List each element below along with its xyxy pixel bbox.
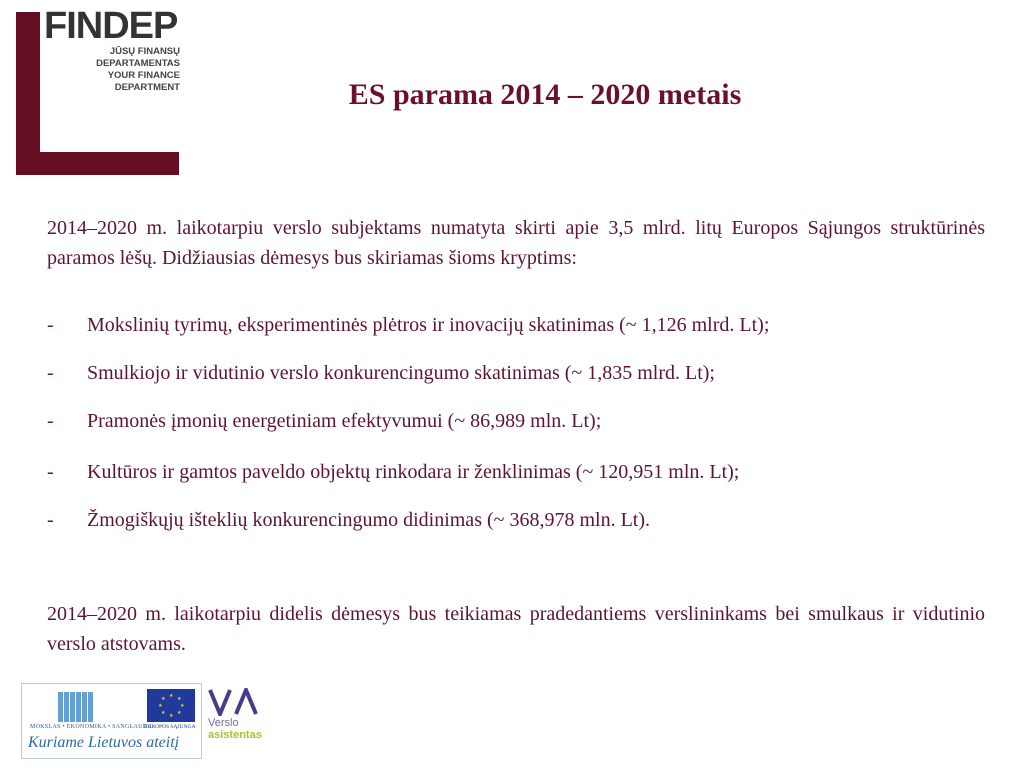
- verslo-asistentas-logo-icon: [208, 688, 258, 716]
- closing-paragraph: 2014–2020 m. laikotarpiu didelis dėmesys bus teikiamas pradedantiems verslininkams bei smulkaus ir vidutinio verslo atstovams.: [47, 603, 985, 655]
- bullet-text: Mokslinių tyrimų, eksperimentinės plėtros ir inovacijų skatinimas (~ 1,126 mlrd. Lt);: [87, 314, 770, 336]
- bullet-text: Žmogiškųjų išteklių konkurencingumo didinimas (~ 368,978 mln. Lt).: [87, 509, 650, 531]
- bullet-dash: -: [47, 314, 54, 336]
- eu-label: EUROPOS SĄJUNGA: [144, 724, 196, 730]
- bullet-text: Smulkiojo ir vidutinio verslo konkurencingumo skatinimas (~ 1,835 mlrd. Lt);: [87, 362, 715, 384]
- bullet-dash: -: [47, 410, 54, 432]
- tagline-line: DEPARTMENT: [114, 82, 180, 93]
- tagline-line: JŪSŲ FINANSŲ: [109, 46, 180, 57]
- list-item: [47, 457, 739, 487]
- intro-paragraph: 2014–2020 m. laikotarpiu verslo subjektams numatyta skirti apie 3,5 mlrd. litų Europos Sąjungos struktūrinės paramos lėšų. Didžiausias dėmesys bus skiriamas šioms kryptims:: [47, 217, 985, 269]
- lithuania-map-icon: [58, 692, 94, 722]
- eu-funding-logo: [21, 683, 202, 759]
- tagline-line: DEPARTAMENTAS: [96, 58, 180, 69]
- bullet-text: Pramonės įmonių energetiniam efektyvumui (~ 86,989 mln. Lt);: [87, 410, 602, 432]
- list-item: [47, 505, 650, 535]
- asistentas-label: asistentas: [208, 729, 262, 741]
- list-item: [47, 406, 601, 436]
- bullet-dash: -: [47, 461, 54, 483]
- tagline-line: YOUR FINANCE: [107, 70, 180, 81]
- bullet-dash: -: [47, 362, 54, 384]
- verslo-label: Verslo: [208, 717, 239, 729]
- mes-label: MOKSLAS • EKONOMIKA • SANGLAUDA: [30, 724, 153, 730]
- eu-flag-icon: ★ ★ ★ ★ ★ ★ ★ ★: [147, 689, 195, 722]
- bullet-text: Kultūros ir gamtos paveldo objektų rinkodara ir ženklinimas (~ 120,951 mln. Lt);: [87, 461, 740, 483]
- logo-wordmark: FINDEP: [44, 5, 178, 47]
- page-title: ES parama 2014 – 2020 metais: [348, 78, 742, 111]
- bullet-dash: -: [47, 509, 54, 531]
- list-item: [47, 358, 715, 388]
- logo-bar-horizontal: [16, 152, 179, 175]
- slogan: Kuriame Lietuvos ateitį: [28, 734, 180, 751]
- list-item: [47, 310, 769, 340]
